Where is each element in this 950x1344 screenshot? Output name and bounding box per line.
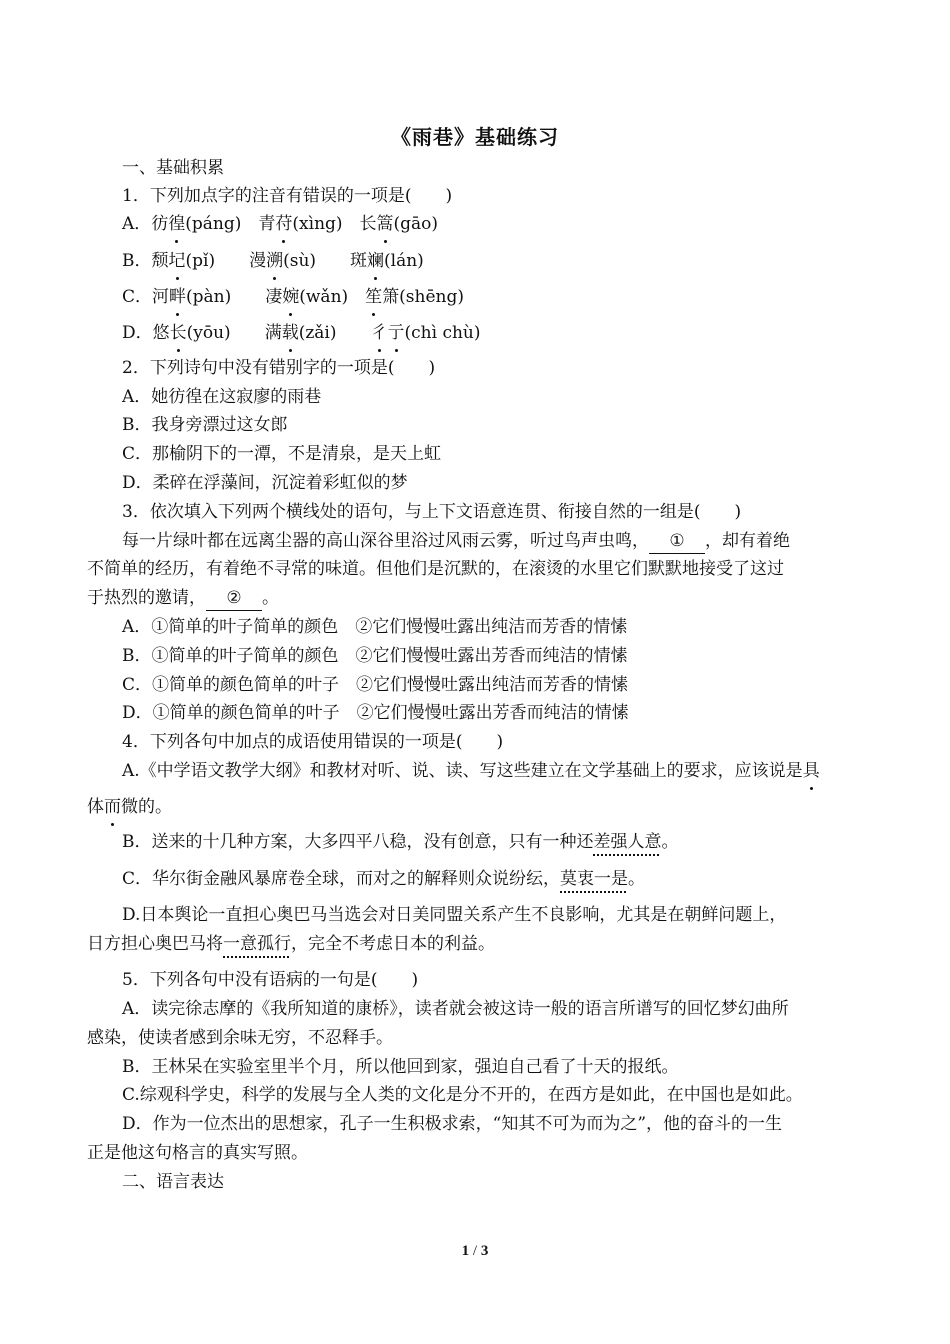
question-1-stem: 1．下列加点字的注音有错误的一项是( ) xyxy=(122,186,453,206)
emphasis-dot-char: 彳 xyxy=(370,323,388,343)
q5-option-c: C.综观科学史，科学的发展与全人类的文化是分不开的，在西方是如此，在中国也是如此。 xyxy=(122,1085,803,1105)
emphasis-dot-char: 笙 xyxy=(365,287,383,307)
q3-option-b: B．①简单的叶子简单的颜色 ②它们慢慢吐露出芳香而纯洁的情愫 xyxy=(122,646,628,666)
emphasis-dot-char: 长 xyxy=(169,323,187,343)
emphasis-dot-char: 篙 xyxy=(376,214,394,234)
emphasis-dot-idiom: 一意孤行 xyxy=(223,934,291,954)
section-heading-1: 一、基础积累 xyxy=(122,158,224,178)
q5-option-d-line-2: 正是他这句格言的真实写照。 xyxy=(87,1143,308,1163)
emphasis-dot-char: 载 xyxy=(281,323,299,343)
fill-blank-1: ① xyxy=(649,529,705,554)
emphasis-dot-char: 徨 xyxy=(168,214,186,234)
q5-option-a-line-1: A．读完徐志摩的《我所知道的康桥》，读者就会被这诗一般的语言所谱写的回忆梦幻曲所 xyxy=(122,999,789,1019)
question-5-stem: 5．下列各句中没有语病的一句是( ) xyxy=(122,970,419,990)
q1-option-b: B．颓圮(pǐ) 漫溯(sù) 斑斓(lán) xyxy=(122,251,424,271)
q5-option-a-line-2: 感染，使读者感到余味无穷，不忍释手。 xyxy=(87,1028,393,1048)
q3-passage-line-2: 不简单的经历，有着绝不寻常的味道。但他们是沉默的，在滚烫的水里它们默默地接受了这过 xyxy=(87,559,784,579)
q4-option-b: B．送来的十几种方案，大多四平八稳，没有创意，只有一种还差强人意。 xyxy=(122,832,679,852)
q3-passage-line-3: 于热烈的邀请， ② 。 xyxy=(87,586,279,611)
q5-option-d-line-1: D．作为一位杰出的思想家，孔子一生积极求索，“知其不可为而为之”，他的奋斗的一生 xyxy=(122,1114,783,1134)
q2-option-a: A．她彷徨在这寂廖的雨巷 xyxy=(122,387,322,407)
emphasis-dot-char: 婉 xyxy=(282,287,300,307)
q3-passage-line-1: 每一片绿叶都在远离尘器的高山深谷里浴过风雨云雾，听过鸟声虫鸣， ① ，却有着绝 xyxy=(122,529,790,554)
q1-option-d: D．悠长(yōu) 满载(zǎi) 彳亍(chì chù) xyxy=(122,323,481,343)
q1-option-c: C．河畔(pàn) 凄婉(wǎn) 笙箫(shēng) xyxy=(122,287,464,307)
q3-option-a: A．①简单的叶子简单的颜色 ②它们慢慢吐露出纯洁而芳香的情愫 xyxy=(122,617,628,637)
q4-option-c: C．华尔街金融风暴席卷全球，而对之的解释则众说纷纭，莫衷一是。 xyxy=(122,869,646,889)
emphasis-dot-idiom: 莫衷一是 xyxy=(560,869,629,889)
q4-option-a-line-1: A.《中学语文教学大纲》和教材对听、说、读、写这些建立在文学基础上的要求，应该说是具 xyxy=(122,761,820,781)
q4-option-a-line-2: 体而微的。 xyxy=(87,797,172,817)
q2-option-c: C．那榆阴下的一潭，不是清泉，是天上虹 xyxy=(122,444,442,464)
emphasis-dot-char: 畔 xyxy=(169,287,187,307)
question-4-stem: 4．下列各句中加点的成语使用错误的一项是( ) xyxy=(122,732,504,752)
emphasis-dot-char: 圮 xyxy=(168,251,186,271)
question-2-stem: 2．下列诗句中没有错别字的一项是( ) xyxy=(122,358,436,378)
q4-option-d-line-2: 日方担心奥巴马将一意孤行，完全不考虑日本的利益。 xyxy=(87,934,495,954)
q1-option-a: A．彷徨(páng) 青苻(xìng) 长篙(gāo) xyxy=(122,214,439,234)
q2-option-b: B．我身旁漂过这女郎 xyxy=(122,415,288,435)
page-number: 1 / 3 xyxy=(461,1243,489,1259)
emphasis-dot-idiom: 体而微 xyxy=(87,797,138,817)
section-heading-2: 二、语言表达 xyxy=(122,1172,224,1192)
q3-option-d: D．①简单的颜色简单的叶子 ②它们慢慢吐露出芳香而纯洁的情愫 xyxy=(122,703,629,723)
fill-blank-2: ② xyxy=(206,586,262,611)
emphasis-dot-char: 斓 xyxy=(367,251,385,271)
emphasis-dot-char: 苻 xyxy=(275,214,293,234)
emphasis-dot-idiom: 差强人意 xyxy=(593,832,662,852)
emphasis-dot-char: 亍 xyxy=(387,323,405,343)
page-title: 《雨巷》基础练习 xyxy=(391,125,559,149)
question-3-stem: 3．依次填入下列两个横线处的语句，与上下文语意连贯、衔接自然的一组是( ) xyxy=(122,502,742,522)
q5-option-b: B．王林呆在实验室里半个月，所以他回到家，强迫自己看了十天的报纸。 xyxy=(122,1057,679,1077)
q2-option-d: D．柔碎在浮藻间，沉淀着彩虹似的梦 xyxy=(122,473,408,493)
q4-option-d-line-1: D.日本舆论一直担心奥巴马当选会对日美同盟关系产生不良影响，尤其是在朝鲜问题上， xyxy=(122,905,787,925)
emphasis-dot-char: 溯 xyxy=(266,251,284,271)
emphasis-dot-char: 具 xyxy=(802,761,820,781)
q3-option-c: C．①简单的颜色简单的叶子 ②它们慢慢吐露出纯洁而芳香的情愫 xyxy=(122,675,629,695)
